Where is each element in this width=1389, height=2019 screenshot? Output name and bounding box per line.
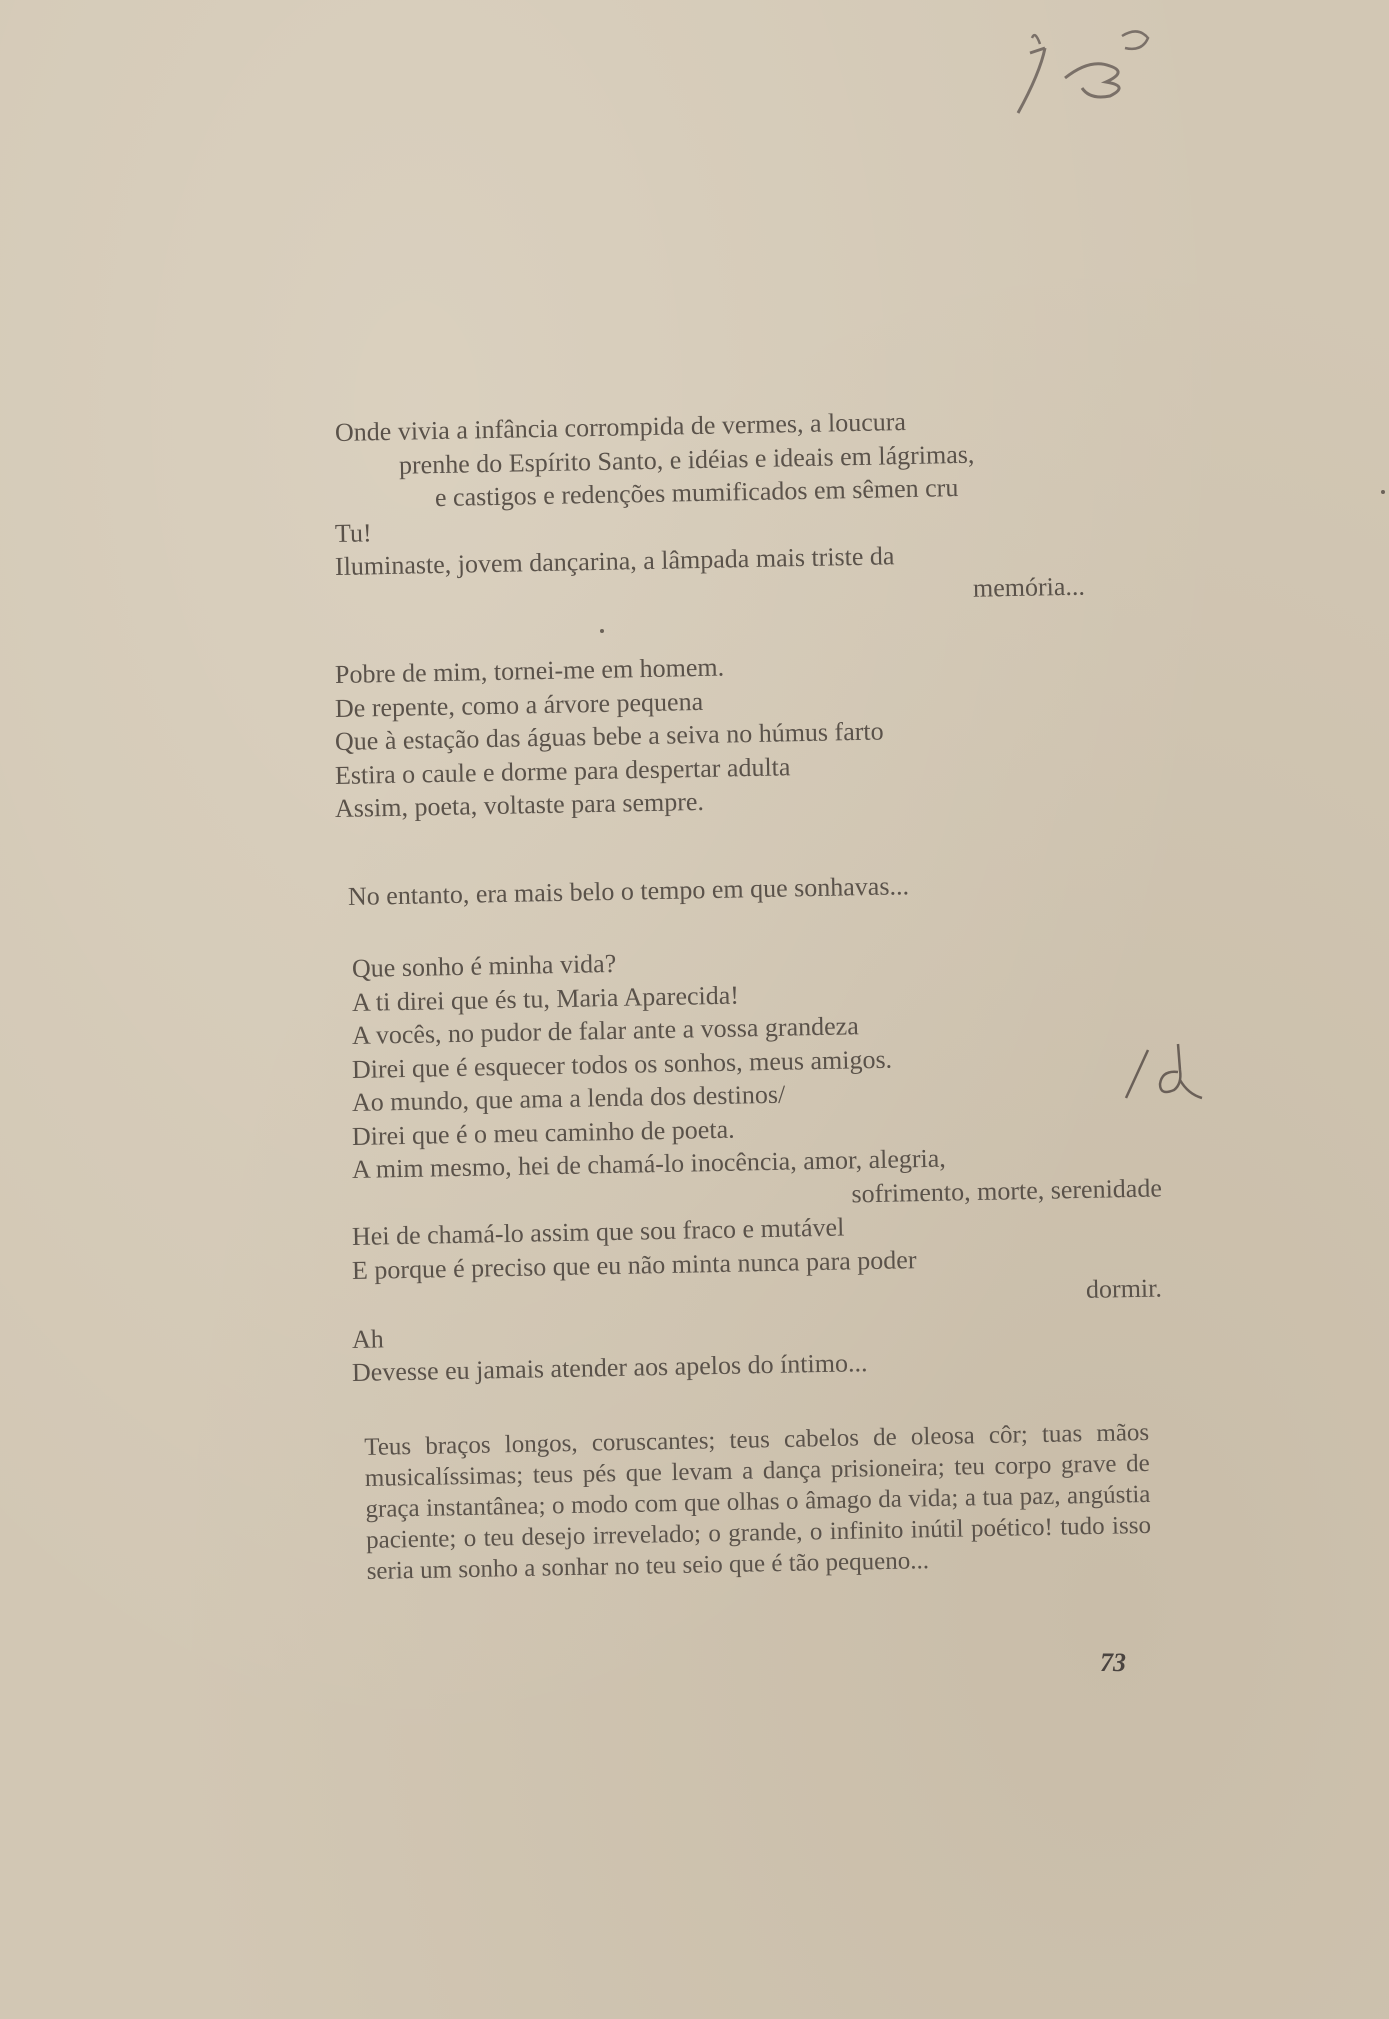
verse-line: Estira o caule e dorme para despertar adulta bbox=[334, 751, 791, 790]
verse-line: De repente, como a árvore pequena bbox=[334, 686, 704, 723]
verse-line: Tu! bbox=[334, 517, 372, 548]
verse-line: Onde vivia a infância corrompida de vermes, a loucura bbox=[334, 407, 907, 447]
prose-block bbox=[364, 1418, 1174, 1587]
verse-line: Que à estação das águas bebe a seiva no húmus farto bbox=[334, 716, 884, 756]
stanza-1 bbox=[334, 407, 1145, 617]
verse-line: No entanto, era mais belo o tempo em que sonhavas... bbox=[347, 871, 910, 911]
verse-line: Direi que é o meu caminho de poeta. bbox=[351, 1114, 735, 1151]
verse-line: Ah bbox=[351, 1323, 385, 1354]
handwritten-annotation-margin bbox=[1120, 1040, 1210, 1115]
verse-line: dormir. bbox=[1085, 1273, 1163, 1304]
paper-speck bbox=[1381, 490, 1385, 494]
verse-line: A vocês, no pudor de falar ante a vossa grandeza bbox=[351, 1011, 859, 1050]
verse-line: Devesse eu jamais atender aos apelos do íntimo... bbox=[351, 1348, 868, 1387]
stanza-3 bbox=[347, 871, 1158, 914]
verse-line: E porque é preciso que eu não minta nunca para poder bbox=[351, 1244, 917, 1285]
verse-line: memória... bbox=[972, 571, 1086, 603]
verse-line: prenhe do Espírito Santo, e idéias e ideais em lágrimas, bbox=[398, 439, 975, 480]
handwritten-annotation-top bbox=[1010, 18, 1160, 123]
prose-paragraph: Teus braços longos, coruscantes; teus cabelos de oleosa côr; tuas mãos musicalíssimas; teus pés que levam a dança prisioneira; teu corpo grave de graça instantânea; o modo com que olhas o âmago da vida; a tua paz, angústia paciente; o teu desejo irrevelado; o grande, o infinito inútil poético! tudo isso seria um sonho a sonhar no teu seio que é tão pequeno... bbox=[364, 1418, 1152, 1585]
page-number: 73 bbox=[1100, 1648, 1126, 1677]
stanza-4 bbox=[351, 948, 1163, 1390]
verse-line: Ao mundo, que ama a lenda dos destinos/ bbox=[351, 1079, 786, 1117]
verse-line: A ti direi que és tu, Maria Aparecida! bbox=[351, 980, 740, 1017]
verse-line: Pobre de mim, tornei-me em homem. bbox=[334, 652, 725, 689]
paper-speck bbox=[600, 629, 604, 633]
verse-line: Hei de chamá-lo assim que sou fraco e mutável bbox=[351, 1212, 845, 1251]
verse-line: Que sonho é minha vida? bbox=[351, 948, 617, 983]
verse-line: Iluminaste, jovem dançarina, a lâmpada mais triste da bbox=[334, 541, 895, 581]
verse-line: Direi que é esquecer todos os sonhos, meus amigos. bbox=[351, 1044, 893, 1084]
stanza-2 bbox=[334, 652, 1145, 826]
verse-line: Assim, poeta, voltaste para sempre. bbox=[334, 786, 705, 823]
verse-line: sofrimento, morte, serenidade bbox=[851, 1172, 1163, 1208]
verse-line: A mim mesmo, hei de chamá-lo inocência, amor, alegria, bbox=[351, 1143, 947, 1184]
verse-line: e castigos e redenções mumificados em sêmen cru bbox=[434, 473, 959, 513]
